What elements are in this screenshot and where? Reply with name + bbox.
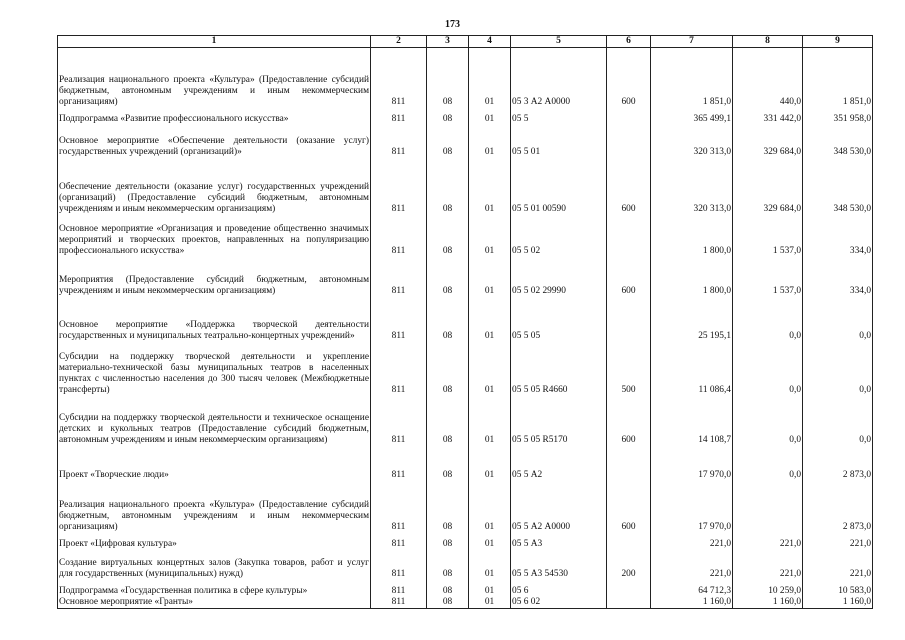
cell-amount-3: 334,0 (803, 257, 873, 297)
table-row (58, 550, 873, 580)
cell-section: 08 (427, 342, 469, 396)
cell-amount-1: 25 195,1 (651, 297, 733, 342)
col-header-9: 9 (803, 36, 873, 48)
table-row (58, 342, 873, 396)
row-name: Субсидии на поддержку творческой деятельности и укрепление материально-технической базы муниципальных театров в населенных пунктах с численностью населения до 300 тысяч человек (Межбюджетные трансферты) (58, 342, 371, 396)
table-row (58, 297, 873, 342)
row-name: Подпрограмма «Государственная политика в сфере культуры» (58, 580, 371, 597)
cell-amount-3: 2 873,0 (803, 446, 873, 481)
cell-type: 600 (607, 481, 651, 533)
cell-target: 05 5 02 29990 (511, 257, 607, 297)
cell-section: 08 (427, 533, 469, 550)
row-name: Основное мероприятие «Организация и проведение общественно значимых мероприятий и творческих проектов, направленных на популяризацию профессионального искусства» (58, 215, 371, 257)
row-name: Основное мероприятие «Поддержка творческой деятельности государственных и муниципальных театрально-концертных учреждений» (58, 297, 371, 342)
cell-amount-2 (733, 481, 803, 533)
col-header-3: 3 (427, 36, 469, 48)
cell-target: 05 6 (511, 580, 607, 597)
cell-section: 08 (427, 550, 469, 580)
cell-section: 08 (427, 125, 469, 158)
row-name: Субсидии на поддержку творческой деятельности и техническое оснащение детских и кукольных театров (Предоставление субсидий бюджетным, автономным учреждениям и иным некоммерческим организациям) (58, 396, 371, 446)
cell-code: 811 (371, 396, 427, 446)
cell-amount-3: 0,0 (803, 396, 873, 446)
cell-subsection: 01 (469, 550, 511, 580)
cell-type: 600 (607, 257, 651, 297)
cell-section: 08 (427, 215, 469, 257)
cell-code: 811 (371, 257, 427, 297)
cell-amount-3: 1 851,0 (803, 48, 873, 108)
page-number: 173 (445, 19, 460, 30)
cell-amount-2: 440,0 (733, 48, 803, 108)
cell-amount-1: 64 712,3 (651, 580, 733, 597)
table-row (58, 396, 873, 446)
table-row (58, 446, 873, 481)
cell-section: 08 (427, 396, 469, 446)
cell-code: 811 (371, 158, 427, 215)
cell-amount-1: 221,0 (651, 550, 733, 580)
cell-target: 05 5 05 R4660 (511, 342, 607, 396)
cell-code: 811 (371, 125, 427, 158)
cell-target: 05 6 02 (511, 597, 607, 609)
cell-subsection: 01 (469, 257, 511, 297)
cell-code: 811 (371, 215, 427, 257)
cell-section: 08 (427, 257, 469, 297)
cell-target: 05 5 А3 (511, 533, 607, 550)
table-row (58, 215, 873, 257)
cell-subsection: 01 (469, 158, 511, 215)
cell-subsection: 01 (469, 396, 511, 446)
cell-amount-3: 1 160,0 (803, 597, 873, 609)
cell-target: 05 5 05 (511, 297, 607, 342)
col-header-1: 1 (58, 36, 371, 48)
col-header-2: 2 (371, 36, 427, 48)
cell-code: 811 (371, 550, 427, 580)
cell-section: 08 (427, 297, 469, 342)
cell-subsection: 01 (469, 125, 511, 158)
cell-target: 05 3 А2 А0000 (511, 48, 607, 108)
cell-amount-2: 1 537,0 (733, 257, 803, 297)
cell-amount-1: 17 970,0 (651, 446, 733, 481)
cell-code: 811 (371, 342, 427, 396)
cell-subsection: 01 (469, 580, 511, 597)
cell-code: 811 (371, 533, 427, 550)
cell-amount-2: 221,0 (733, 550, 803, 580)
cell-code: 811 (371, 481, 427, 533)
cell-code: 811 (371, 297, 427, 342)
row-name: Мероприятия (Предоставление субсидий бюджетным, автономным учреждениям и иным некоммерческим организациям) (58, 257, 371, 297)
cell-subsection: 01 (469, 446, 511, 481)
cell-subsection: 01 (469, 597, 511, 609)
table-row (58, 158, 873, 215)
table-row (58, 481, 873, 533)
cell-amount-1: 320 313,0 (651, 125, 733, 158)
cell-amount-3: 0,0 (803, 342, 873, 396)
cell-code: 811 (371, 580, 427, 597)
cell-amount-3: 0,0 (803, 297, 873, 342)
cell-subsection: 01 (469, 533, 511, 550)
cell-type (607, 533, 651, 550)
cell-amount-2: 329 684,0 (733, 125, 803, 158)
row-name: Реализация национального проекта «Культура» (Предоставление субсидий бюджетным, автономным учреждениям и иным некоммерческим организациям) (58, 48, 371, 108)
col-header-8: 8 (733, 36, 803, 48)
table-row (58, 597, 873, 609)
cell-type (607, 597, 651, 609)
cell-subsection: 01 (469, 342, 511, 396)
cell-target: 05 5 01 00590 (511, 158, 607, 215)
cell-amount-1: 365 499,1 (651, 108, 733, 125)
cell-type: 200 (607, 550, 651, 580)
cell-section: 08 (427, 48, 469, 108)
cell-target: 05 5 (511, 108, 607, 125)
cell-subsection: 01 (469, 108, 511, 125)
cell-amount-2: 331 442,0 (733, 108, 803, 125)
row-name: Реализация национального проекта «Культура» (Предоставление субсидий бюджетным, автономным учреждениям и иным некоммерческим организациям) (58, 481, 371, 533)
cell-amount-1: 1 851,0 (651, 48, 733, 108)
cell-amount-1: 1 160,0 (651, 597, 733, 609)
table-row (58, 108, 873, 125)
col-header-5: 5 (511, 36, 607, 48)
cell-type: 600 (607, 158, 651, 215)
row-name: Создание виртуальных концертных залов (Закупка товаров, работ и услуг для государственных (муниципальных) нужд) (58, 550, 371, 580)
col-header-4: 4 (469, 36, 511, 48)
row-name: Проект «Цифровая культура» (58, 533, 371, 550)
table-row (58, 125, 873, 158)
cell-code: 811 (371, 48, 427, 108)
cell-section: 08 (427, 580, 469, 597)
table-row (58, 580, 873, 597)
cell-code: 811 (371, 446, 427, 481)
cell-type (607, 297, 651, 342)
cell-section: 08 (427, 108, 469, 125)
cell-amount-3: 10 583,0 (803, 580, 873, 597)
cell-amount-2: 329 684,0 (733, 158, 803, 215)
cell-target: 05 5 01 (511, 125, 607, 158)
cell-amount-3: 348 530,0 (803, 125, 873, 158)
cell-subsection: 01 (469, 297, 511, 342)
cell-amount-3: 334,0 (803, 215, 873, 257)
cell-amount-2: 10 259,0 (733, 580, 803, 597)
row-name: Обеспечение деятельности (оказание услуг) государственных учреждений (организаций) (Предоставление субсидий бюджетным, автономным учреждениям и иным некоммерческим организациям) (58, 158, 371, 215)
cell-type (607, 446, 651, 481)
cell-type (607, 108, 651, 125)
cell-amount-2: 221,0 (733, 533, 803, 550)
cell-amount-2: 0,0 (733, 446, 803, 481)
row-name: Основное мероприятие «Гранты» (58, 597, 371, 609)
budget-table (57, 35, 873, 609)
cell-section: 08 (427, 481, 469, 533)
cell-type (607, 215, 651, 257)
cell-amount-3: 221,0 (803, 533, 873, 550)
cell-subsection: 01 (469, 481, 511, 533)
table-row (58, 48, 873, 108)
cell-amount-3: 348 530,0 (803, 158, 873, 215)
cell-subsection: 01 (469, 48, 511, 108)
cell-code: 811 (371, 597, 427, 609)
cell-type: 600 (607, 396, 651, 446)
cell-target: 05 5 05 R5170 (511, 396, 607, 446)
cell-amount-1: 1 800,0 (651, 215, 733, 257)
cell-target: 05 5 А3 54530 (511, 550, 607, 580)
table-row (58, 533, 873, 550)
cell-amount-1: 1 800,0 (651, 257, 733, 297)
cell-section: 08 (427, 597, 469, 609)
cell-target: 05 5 А2 А0000 (511, 481, 607, 533)
col-header-7: 7 (651, 36, 733, 48)
row-name: Проект «Творческие люди» (58, 446, 371, 481)
cell-amount-3: 2 873,0 (803, 481, 873, 533)
header-row (58, 36, 873, 48)
cell-amount-2: 0,0 (733, 297, 803, 342)
cell-section: 08 (427, 158, 469, 215)
cell-subsection: 01 (469, 215, 511, 257)
col-header-6: 6 (607, 36, 651, 48)
cell-amount-3: 221,0 (803, 550, 873, 580)
cell-amount-2: 1 537,0 (733, 215, 803, 257)
cell-type (607, 580, 651, 597)
cell-type (607, 125, 651, 158)
cell-amount-1: 11 086,4 (651, 342, 733, 396)
cell-target: 05 5 02 (511, 215, 607, 257)
row-name: Основное мероприятие «Обеспечение деятельности (оказание услуг) государственных учреждений (организаций)» (58, 125, 371, 158)
cell-amount-2: 0,0 (733, 396, 803, 446)
table-row (58, 257, 873, 297)
cell-amount-1: 14 108,7 (651, 396, 733, 446)
cell-amount-3: 351 958,0 (803, 108, 873, 125)
cell-amount-1: 320 313,0 (651, 158, 733, 215)
cell-amount-1: 221,0 (651, 533, 733, 550)
cell-code: 811 (371, 108, 427, 125)
cell-amount-2: 0,0 (733, 342, 803, 396)
cell-type: 600 (607, 48, 651, 108)
cell-section: 08 (427, 446, 469, 481)
cell-amount-1: 17 970,0 (651, 481, 733, 533)
cell-amount-2: 1 160,0 (733, 597, 803, 609)
row-name: Подпрограмма «Развитие профессионального искусства» (58, 108, 371, 125)
cell-type: 500 (607, 342, 651, 396)
cell-target: 05 5 А2 (511, 446, 607, 481)
